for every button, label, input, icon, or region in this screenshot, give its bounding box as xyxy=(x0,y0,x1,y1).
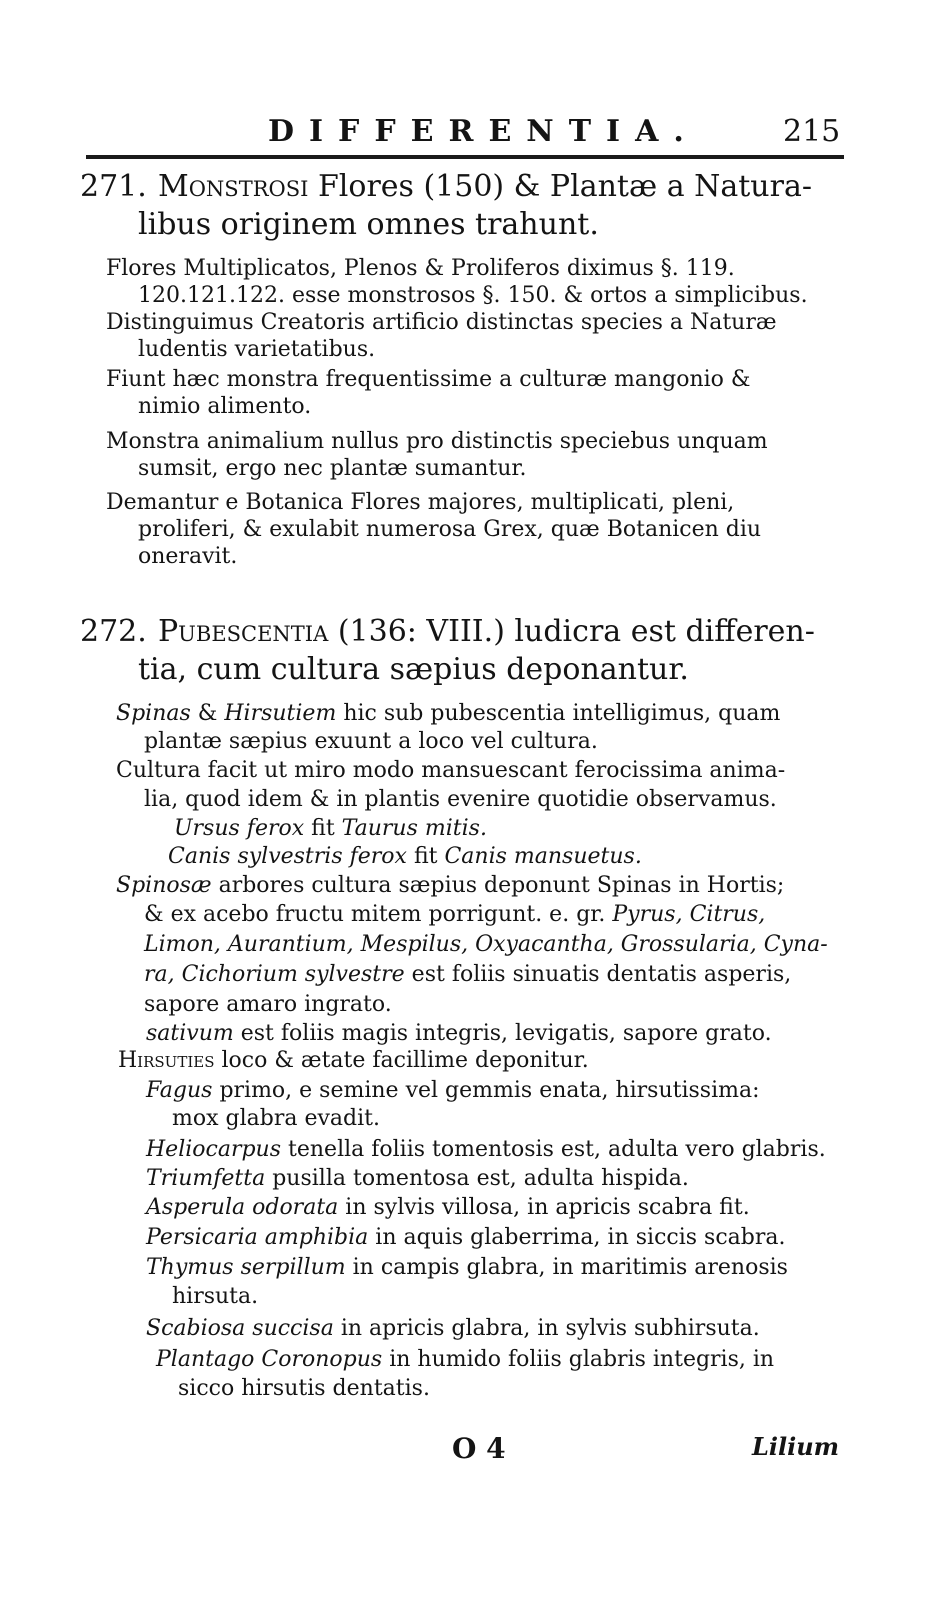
thesis-line-2: libus originem omnes trahunt. xyxy=(138,207,599,242)
text: pusilla tomentosa est, adulta hispida. xyxy=(272,1166,689,1191)
text: in campis glabra, in maritimis arenosis xyxy=(352,1255,788,1280)
thesis-number: 271. xyxy=(80,169,147,204)
text: in humido foliis glabris integris, in xyxy=(389,1347,775,1372)
text: fit xyxy=(413,844,438,869)
line xyxy=(146,1254,788,1281)
page-header xyxy=(0,108,930,158)
line xyxy=(144,901,765,928)
line xyxy=(144,961,791,988)
line xyxy=(146,1165,689,1192)
italic-term: Spinosæ xyxy=(116,873,212,898)
text: in aquis glaberrima, in siccis scabra. xyxy=(375,1225,786,1250)
text: fit xyxy=(311,816,335,841)
thesis-text: Flores (150) & Plantæ a Natura- xyxy=(317,169,812,204)
thesis-line-1 xyxy=(158,168,812,206)
italic-term: Fagus xyxy=(146,1078,213,1103)
italic-term: Asperula odorata xyxy=(146,1195,339,1220)
lead-word: Pubescentia xyxy=(158,614,329,649)
line: sicco hirsutis dentatis. xyxy=(178,1376,430,1401)
italic-term: Pyrus, Citrus, xyxy=(612,902,766,927)
italic-term: Persicaria amphibia xyxy=(146,1225,369,1250)
line xyxy=(146,1194,750,1221)
italic-term: Triumfetta xyxy=(146,1166,266,1191)
italic-term: sativum xyxy=(146,1021,234,1046)
text: hic sub pubescentia intelligimus, quam xyxy=(343,701,781,726)
line xyxy=(156,1346,774,1373)
italic-term: Scabiosa succisa xyxy=(146,1316,334,1341)
running-title: DIFFERENTIA. xyxy=(268,114,699,149)
line: ludentis varietatibus. xyxy=(138,337,376,362)
line: sapore amaro ingrato. xyxy=(144,992,392,1017)
line: Demantur e Botanica Flores majores, multiplicati, pleni, xyxy=(106,490,735,515)
line xyxy=(146,1077,760,1104)
italic-term: Ursus ferox xyxy=(174,816,305,841)
line: Flores Multiplicatos, Plenos & Proliferos diximus §. 119. xyxy=(106,256,735,281)
italic-term: Taurus mitis. xyxy=(341,816,487,841)
line: Distinguimus Creatoris artificio distinctas species a Naturæ xyxy=(106,310,777,335)
italic-term: Plantago Coronopus xyxy=(156,1347,383,1372)
line: Cultura facit ut miro modo mansuescant ferocissima anima- xyxy=(116,758,786,783)
text: est foliis magis integris, levigatis, sapore grato. xyxy=(240,1021,772,1046)
signature-mark: O 4 xyxy=(452,1432,506,1465)
italic-term: Canis mansuetus. xyxy=(444,844,642,869)
line xyxy=(168,843,642,870)
italic-term: Spinas xyxy=(116,701,191,726)
lead-word: Hirsuties xyxy=(118,1048,215,1073)
italic-term: Hirsutiem xyxy=(224,701,337,726)
thesis-text: (136: VIII.) ludicra est differen- xyxy=(337,614,815,649)
catchword: Lilium xyxy=(752,1432,840,1461)
line xyxy=(174,815,487,842)
italic-term: Thymus serpillum xyxy=(146,1255,346,1280)
line: proliferi, & exulabit numerosa Grex, quæ Botanicen diu xyxy=(138,517,762,542)
line xyxy=(118,1047,589,1074)
line: Fiunt hæc monstra frequentissime a culturæ mangonio & xyxy=(106,367,751,392)
text: & ex acebo fructu mitem porrigunt. e. gr. xyxy=(144,902,606,927)
line: lia, quod idem & in plantis evenire quotidie observamus. xyxy=(144,787,777,812)
line: hirsuta. xyxy=(172,1284,259,1309)
line xyxy=(146,1224,785,1251)
line xyxy=(146,1020,772,1047)
text: arbores cultura sæpius deponunt Spinas in Hortis; xyxy=(218,873,785,898)
thesis-line-1 xyxy=(158,613,815,651)
page-number: 215 xyxy=(783,114,841,149)
text: tenella foliis tomentosis est, adulta vero glabris. xyxy=(288,1137,826,1162)
lead-word: Monstrosi xyxy=(158,169,309,204)
line: 120.121.122. esse monstrosos §. 150. & ortos a simplicibus. xyxy=(138,283,808,308)
thesis-number: 272. xyxy=(80,614,147,649)
thesis-line-2: tia, cum cultura sæpius deponantur. xyxy=(138,652,689,687)
italic-term: Canis sylvestris ferox xyxy=(168,844,407,869)
italic-term: ra, Cichorium sylvestre xyxy=(144,962,405,987)
italic-term: Limon, Aurantium, Mespilus, Oxyacantha, Grossularia, Cyna- xyxy=(144,932,828,957)
line xyxy=(146,1315,760,1342)
line xyxy=(144,931,828,958)
line xyxy=(116,872,784,899)
text: in sylvis villosa, in apricis scabra fit. xyxy=(345,1195,750,1220)
line: Monstra animalium nullus pro distinctis speciebus unquam xyxy=(106,429,768,454)
header-rule xyxy=(86,155,844,159)
line: plantæ sæpius exuunt a loco vel cultura. xyxy=(144,729,598,754)
text: est foliis sinuatis dentatis asperis, xyxy=(411,962,792,987)
italic-term: Heliocarpus xyxy=(146,1137,282,1162)
line: sumsit, ergo nec plantæ sumantur. xyxy=(138,456,527,481)
line: nimio alimento. xyxy=(138,394,312,419)
text: in apricis glabra, in sylvis subhirsuta. xyxy=(340,1316,760,1341)
line: oneravit. xyxy=(138,544,238,569)
line: mox glabra evadit. xyxy=(172,1106,380,1131)
text: primo, e semine vel gemmis enata, hirsutissima: xyxy=(219,1078,760,1103)
line xyxy=(146,1136,826,1163)
ampersand: & xyxy=(197,701,218,726)
line xyxy=(116,700,780,727)
text: loco & ætate facillime deponitur. xyxy=(221,1048,589,1073)
